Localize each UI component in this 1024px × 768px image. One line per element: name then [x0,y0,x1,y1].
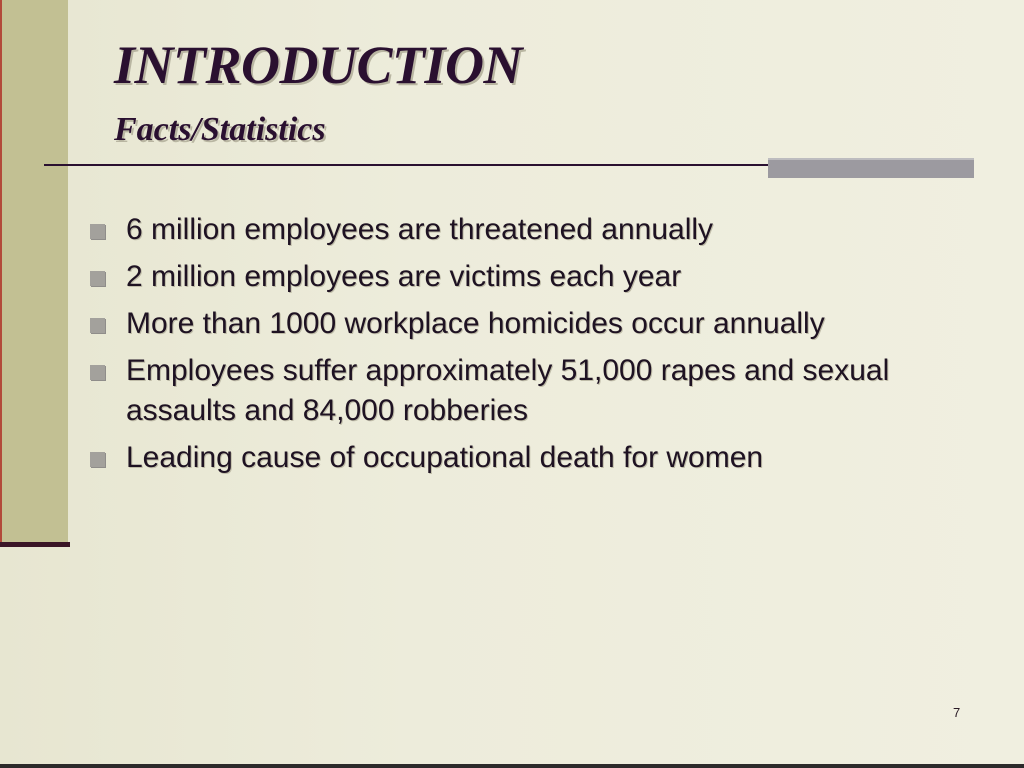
bullet-text: Leading cause of occupational death for women [126,441,764,474]
left-decorative-bar [0,0,68,546]
bullet-text: 2 million employees are victims each year [126,260,682,293]
slide-title: INTRODUCTION [114,35,523,95]
square-bullet-icon [90,452,105,467]
bullet-item [90,438,950,478]
bullet-text: More than 1000 workplace homicides occur annually [126,307,825,340]
bullet-item [90,351,950,431]
bullet-list [90,210,950,485]
divider-accent-bar [768,158,974,178]
square-bullet-icon [90,318,105,333]
bullet-item [90,210,950,250]
page-number: 7 [953,705,961,720]
square-bullet-icon [90,365,105,380]
bullet-text: Employees suffer approximately 51,000 rapes and sexual assaults and 84,000 robberies [126,354,890,427]
bottom-edge-line [0,764,1024,768]
slide-subtitle: Facts/Statistics [114,111,326,148]
square-bullet-icon [90,271,105,286]
square-bullet-icon [90,224,105,239]
bullet-item [90,257,950,297]
bullet-text: 6 million employees are threatened annually [126,213,714,246]
bullet-item [90,304,950,344]
left-bar-rule [0,542,70,547]
